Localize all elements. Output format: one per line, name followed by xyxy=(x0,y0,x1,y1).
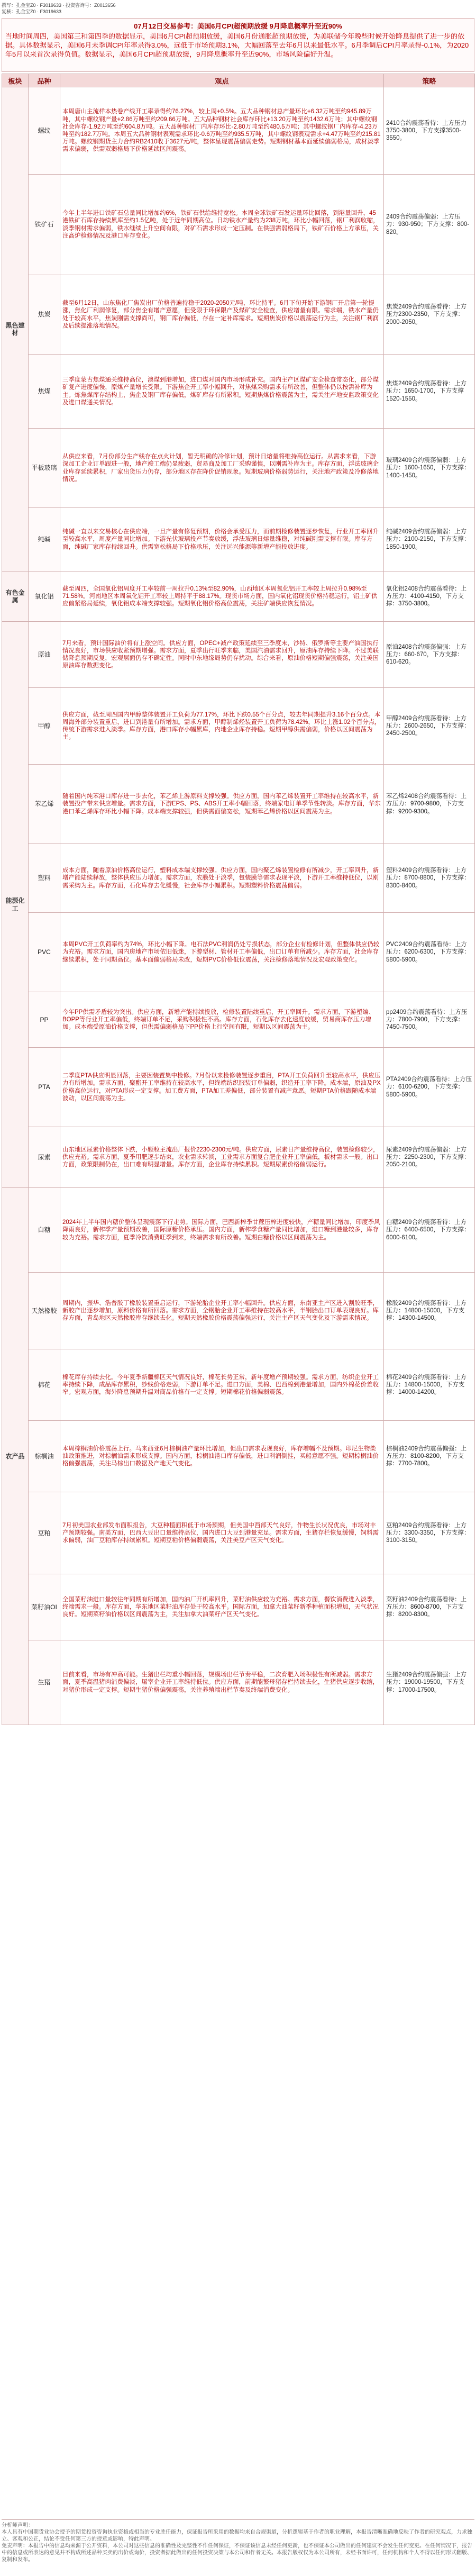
strategy-cell: 橡胶2409合约震荡看待：上方压力：14800-15000，下方支撑：14300-14500。 xyxy=(384,1273,475,1349)
table-row xyxy=(2,1188,475,1273)
view-text: 本周PVC开工负荷率约为74%，环比小幅下降。电石法PVC利润仍处亏损状态，部分企业有检修计划，但整体供应仍较为充裕。需求方面，国内房地产市场依旧低迷，下游型材、管材开工率偏低，出口订单有所减少。库存方面，社会库存继续累积，处于同期高位。基本面偏弱格局未改，短期PVC价格低位震荡，关注检修落地情况及宏观政策变化。 xyxy=(62,941,380,963)
variety-cell: PVC xyxy=(29,913,60,992)
view-cell xyxy=(60,913,384,992)
sector-cell: 农产品 xyxy=(2,1188,29,1725)
table-row xyxy=(2,844,475,913)
variety-cell: PTA xyxy=(29,1048,60,1127)
view-text: 周期内，振华、浩普胶丁橡胶装置重启运行，下游轮胎企业开工率小幅回升。供应方面，东南亚主产区进入割胶旺季，新胶产出逐步增加，原料价格有所回落。需求方面，全钢胎企业开工率维持在较高水平，半钢胎出口订单表现良好。库存方面，青岛地区天然橡胶库存继续去化。短期天然橡胶价格震荡偏强运行，关注主产区天气变化及下游需求情况。 xyxy=(62,1300,379,1322)
variety-cell: 棕榈油 xyxy=(29,1421,60,1492)
reviewer-line: 复核：孔金宝Z0 · F3019633 xyxy=(2,9,62,14)
strategy-cell: 焦炭2409合约震荡看待：上方压力2300-2350，下方支撑：2000-2050。 xyxy=(384,275,475,355)
view-text: 7月来看，预计国际油价将有上涨空间。供应方面，OPEC+减产政策延续至三季度末，沙特、俄罗斯等主要产油国执行情况良好，市场供应收紧预期增强。需求方面，夏季出行旺季来临，美国汽油需求回升，原油库存持续下降。不过美联储降息预期反复，宏观层面仍存不确定性。同时中东地缘局势仍存扰动。综合来看，原油价格短期偏强震荡，关注美国原油库存数据变化。 xyxy=(62,640,379,669)
view-text: 本周唐山主流样本热卷产线开工率录得约76.27%，较上周+0.5%。五大品种钢材总产量环比+6.32万吨至约945.89万吨，其中螺纹钢产量+2.86万吨至约209.66万吨。五大品种钢材社会库存环比+13.20万吨至约1432.6万吨；其中螺纹钢社会库存-1.92万吨至约604.8万吨。五大品种钢材厂内库存环比-2.80万吨至约480.5万吨；其中螺纹钢厂内库存-4.23万吨至约182.7万吨。本周五大品种钢材表观需求环比-0.6万吨至约935.5万吨，其中螺纹钢表观需求+4.47万吨至约215.81万吨。螺纹钢期货主力合约RB2410收于3627元/吨，整体呈现震荡偏弱走势。短期钢材基本面延续偏弱格局，成材淡季需求偏弱，供需双弱格局下价格延续区间震荡。 xyxy=(62,108,381,153)
view-cell xyxy=(60,175,384,275)
strategy-cell: PVC2409合约震荡看待：上方压力：6200-6300，下方支撑：5800-5900。 xyxy=(384,913,475,992)
col-header-view: 观点 xyxy=(60,74,384,87)
table-row xyxy=(2,1574,475,1640)
view-text: 全国菜籽油进口量较往年同期有所增加，国内油厂开机率回升，菜籽油供应较为充裕。需求方面，餐饮消费进入淡季，终端需求一般。库存方面，华东地区菜籽油库存处于较高水平。国际方面，加拿大油菜籽新季种植面积增加，天气状况良好。短期菜籽油价格以区间震荡为主，关注加拿大油菜籽产区天气变化。 xyxy=(62,1596,379,1618)
table-row xyxy=(2,87,475,175)
table-row xyxy=(2,913,475,992)
variety-cell: 尿素 xyxy=(29,1127,60,1188)
disclaimer-text: 免责声明：本报告中的信息均来源于公开资料，本公司对这些信息的准确性及完整性不作任何保证，不保证该信息未经任何更新，也不保证本公司做出的任何建议不会发生任何变更。在任何情况下，报告中的信息或所表达的意见并不构成所述品种买卖的出价或询价，投资者据此做出的任何投资决策与本公司和作者无关。本报告版权仅为本公司所有，未经书面许可，任何机构和个人不得以任何形式翻版、复制和发布。 xyxy=(2,2543,472,2563)
variety-cell: 铁矿石 xyxy=(29,175,60,275)
strategy-cell: 2410合约震荡看待：上方压力3750-3800，下方支撑3500-3550。 xyxy=(384,87,475,175)
view-cell xyxy=(60,688,384,765)
view-text: 7月初美国农业部发布面积报告，大豆种植面积低于市场预期，但美国中西部天气良好，作物生长状况优良，市场对丰产预期较强。南美方面，巴西大豆出口量维持高位，国内进口大豆到港量充足。需求方面，生猪存栏恢复缓慢，饲料需求偏弱，油厂豆粕库存持续累积。短期豆粕价格偏弱震荡，关注美豆产区天气变化。 xyxy=(62,1522,379,1544)
strategy-table xyxy=(2,74,475,1725)
view-cell xyxy=(60,992,384,1048)
table-row xyxy=(2,1492,475,1574)
variety-cell: 原油 xyxy=(29,622,60,688)
table-row xyxy=(2,1421,475,1492)
view-text: 供应方面，截至周四国内甲醇整体装置开工负荷为77.17%，环比下跌0.55个百分点，较去年同期提升3.16个百分点。本周海外部分装置重启，进口到港量有所增加。需求方面，甲醇制烯烃装置开工负荷为78.42%，环比上涨1.02个百分点，传统下游需求进入淡季。库存方面，港口库存小幅累库，内地企业库存持稳。短期甲醇供需偏弱，价格以区间震荡为主。 xyxy=(62,711,381,741)
strategy-cell: 菜籽油2409合约震荡看待：上方压力：8600-8700，下方支撑：8200-8300。 xyxy=(384,1574,475,1640)
view-text: 截至6月12日，山东焦化厂焦炭出厂价格普遍持稳于2020-2050元/吨，环比持平。6月下旬开始下游钢厂开启第一轮提涨，焦化厂利润修复，部分焦企有增产意愿，但受限于环保限产及煤矿安全检查，供应增量有限。需求端，铁水产量仍处于较高水平，焦炭刚需支撑尚可，钢厂库存偏低，存在一定补库需求。短期焦炭价格以震荡运行为主，关注钢厂利润及后续提涨落地情况。 xyxy=(62,300,379,329)
table-body xyxy=(2,87,475,1725)
view-cell xyxy=(60,1048,384,1127)
view-cell xyxy=(60,1574,384,1640)
variety-cell: PP xyxy=(29,992,60,1048)
view-text: 从供应来看，7月份部分生产线存在点火计划，暂无明确的冷修计划，预计日熔量将维持高位运行。从需求来看，下游深加工企业订单跟进一般，地产竣工端仍显疲弱，贸易商及加工厂采购谨慎，以刚需补库为主。库存方面，浮法玻璃企业库存延续累积，厂家出货压力仍存，部分地区存在降价促销现象。短期玻璃价格弱势运行，关注地产政策及冷修落地情况。 xyxy=(62,453,379,483)
variety-cell: 塑料 xyxy=(29,844,60,913)
author-line: 撰写：孔金宝Z0 · F3019633 · 投资咨询号：Z0013656 xyxy=(2,3,116,8)
strategy-cell: 生猪2409合约震荡偏强：上方压力：19000-19500，下方支撑：17000-17500。 xyxy=(384,1640,475,1725)
strategy-cell: 塑料2409合约震荡看待：上方压力：8700-8800，下方支撑：8300-8400。 xyxy=(384,844,475,913)
strategy-cell: 氧化铝2408合约震荡看待：上方压力：4100-4150，下方支撑：3750-3800。 xyxy=(384,572,475,622)
disclaimer-title: 分析师声明： xyxy=(2,2523,33,2528)
table-row xyxy=(2,1127,475,1188)
strategy-cell: 2409合约震荡偏弱：上方压力：930-950；下方支撑：800-820。 xyxy=(384,175,475,275)
table-row xyxy=(2,765,475,844)
table-row xyxy=(2,508,475,572)
intro-body: 当地时间周四，美国第三和第四季的数据显示，美国6月CPI超预期放缓，美国6月份通胀超预期放缓，为美联储今年晚些时候开始降息提供了进一步的依据。具体数据显示，美国6月未季调CPI年率录得3.0%，远低于市场预期3.1%，大幅回落至去年6月以来最低水平。6月季调后CPI月率录得-0.1%，为2020年5月以来首次录得负值。数据显示，美国6月CPI超预期放缓，9月降息概率升至近90%，市场风险偏好升温。 xyxy=(5,32,469,58)
variety-cell: 棉花 xyxy=(29,1349,60,1421)
view-text: 棉花库存持续去化。今年夏季新疆棉区天气情况良好，棉花长势正常，新年度增产预期较强。需求方面，纺织企业开工率持续下降，成品库存累积，纱线价格走弱，下游订单不足。进口方面，美棉、巴西棉到港量增加，国内外棉花价差收窄。宏观方面，海外降息预期升温对商品价格有一定支撑。短期棉花价格偏弱震荡。 xyxy=(62,1374,379,1396)
report-header xyxy=(2,2,474,16)
strategy-cell: 苯乙烯2408合约震荡看待：上方压力：9700-9800，下方支撑：9200-9300。 xyxy=(384,765,475,844)
view-text: 成本方面，随着原油价格高位运行，塑料成本端支撑较强。供应方面，国内聚乙烯装置检修有所减少，开工率回升，新增产能陆续释放，整体供应压力增加。需求方面，农膜处于淡季，包装膜等需求表现平淡，下游开工率维持低位，以刚需采购为主。库存方面，石化库存去化缓慢，社会库存小幅累积。短期塑料价格震荡偏弱。 xyxy=(62,867,379,889)
strategy-cell: 甲醇2409合约震荡看待：上方压力：2600-2650，下方支撑：2450-2500。 xyxy=(384,688,475,765)
view-cell xyxy=(60,622,384,688)
disclaimer xyxy=(2,2519,474,2573)
view-cell xyxy=(60,1421,384,1492)
variety-cell: 豆粕 xyxy=(29,1492,60,1574)
view-text: 2024年上半年国内糖价整体呈现震荡下行走势。国际方面，巴西新榨季甘蔗压榨进度较快，产糖量同比增加，印度季风降雨良好，新榨季产量预期改善，国际原糖价格承压。国内方面，新榨季食糖产量同比增加，进口糖到港量较多，库存较为充裕。需求方面，夏季冷饮消费旺季到来，终端需求有所改善。短期白糖价格以区间震荡为主。 xyxy=(62,1219,380,1241)
intro-title: 07月12日交易参考：美国6月CPI超预期放缓 9月降息概率升至近90% xyxy=(134,22,342,30)
col-header-strategy: 策略 xyxy=(384,74,475,87)
col-header-sector: 板块 xyxy=(2,74,29,87)
view-cell xyxy=(60,1273,384,1349)
table-row xyxy=(2,429,475,508)
table-row xyxy=(2,992,475,1048)
strategy-cell: 焦煤2409合约震荡看待：上方压力：1650-1700，下方支撑1520-1550。 xyxy=(384,355,475,429)
variety-cell: 甲醇 xyxy=(29,688,60,765)
variety-cell: 白糖 xyxy=(29,1188,60,1273)
view-cell xyxy=(60,275,384,355)
strategy-cell: 原油2408合约震荡偏强：上方压力：660-670，下方支撑：610-620。 xyxy=(384,622,475,688)
view-text: 目前来看，市场有冲高可能。生猪出栏均重小幅回落，规模场出栏节奏平稳，二次育肥入场积极性有所减弱。需求方面，夏季高温猪肉消费偏淡，屠宰企业开工率维持低位。供应方面，前期能繁母猪存栏持续去化，生猪供应逐步收缩，对猪价形成一定支撑。短期生猪价格偏强震荡，关注养殖端出栏节奏及终端消费变化。 xyxy=(62,1672,379,1693)
view-text: 本周棕榈油价格震荡上行。马来西亚6月棕榈油产量环比增加，但出口需求表现良好，库存增幅不及预期。印尼生物柴油政策推进，对棕榈油需求形成支撑。国内方面，棕榈油港口库存偏低，进口利润倒挂，买船意愿不强。短期棕榈油价格偏强震荡，关注马棕出口数据及产地天气变化。 xyxy=(62,1445,379,1467)
view-cell xyxy=(60,1349,384,1421)
view-text: 今年上半年进口铁矿石总量同比增加约6%，铁矿石供给维持宽松。本周全球铁矿石发运量环比回落，到港量回升，45港铁矿石库存持续累库至约1.5亿吨，处于近年同期高位。日均铁水产量约为238万吨，环比小幅回落，钢厂利润收缩，淡季钢材需求偏弱，铁水继续上升空间有限，对矿石需求形成一定压制。在供强需弱格局下，铁矿石价格上方承压，关注高炉检修情况及港口库存变化。 xyxy=(62,210,379,239)
strategy-cell: 棕榈油2409合约震荡偏强：上方压力：8100-8200，下方支撑：7700-7800。 xyxy=(384,1421,475,1492)
view-text: 纯碱一直以来交易核心在供应端，一旦产量有修复预期，价格会承受压力，而前期检修装置逐步恢复，行业开工率回升至较高水平，周度产量同比增加。下游光伏玻璃投产节奏放缓，浮法玻璃日熔量维稳，对纯碱刚需支撑有限。库存方面，纯碱厂家库存持续回升。供需宽松格局下价格承压，关注远兴能源等新增产能投放进度。 xyxy=(62,529,379,550)
view-cell xyxy=(60,1640,384,1725)
intro-box xyxy=(2,18,474,72)
variety-cell: 纯碱 xyxy=(29,508,60,572)
table-row xyxy=(2,175,475,275)
view-text: 二季度PTA供应明显回落，主要因装置集中检修。7月份以来检修装置逐步重启，PTA开工负荷回升至较高水平，供应压力有所增加。需求方面，聚酯开工率维持在较高水平，但终端纺织服装订单偏弱，织造开工率下降。成本端，原油及PX价格高位运行，对PTA形成一定支撑。加工费方面，PTA加工差偏低，部分装置有减产意愿。短期PTA价格跟随成本端波动，以区间震荡为主。 xyxy=(62,1073,381,1102)
variety-cell: 焦煤 xyxy=(29,355,60,429)
view-cell xyxy=(60,355,384,429)
view-cell xyxy=(60,1492,384,1574)
col-header-variety: 品种 xyxy=(29,74,60,87)
view-cell xyxy=(60,1188,384,1273)
strategy-cell: 玻璃2409合约震荡偏弱：上方压力：1600-1650，下方支撑：1400-1450。 xyxy=(384,429,475,508)
strategy-cell: 尿素2409合约震荡偏弱：上方压力：2250-2300，下方支撑：2050-2100。 xyxy=(384,1127,475,1188)
view-cell xyxy=(60,572,384,622)
strategy-cell: 豆粕2409合约震荡看待：上方压力：3300-3350，下方支撑：3100-3150。 xyxy=(384,1492,475,1574)
strategy-cell: 棉花2409合约震荡看待：上方压力：14800-15000，下方支撑：14000-14200。 xyxy=(384,1349,475,1421)
variety-cell: 螺纹 xyxy=(29,87,60,175)
strategy-cell: 纯碱2409合约震荡偏弱：上方压力：2100-2150，下方支撑：1850-1900。 xyxy=(384,508,475,572)
table-row xyxy=(2,622,475,688)
variety-cell: 氧化铝 xyxy=(29,572,60,622)
view-cell xyxy=(60,1127,384,1188)
variety-cell: 平板玻璃 xyxy=(29,429,60,508)
view-cell xyxy=(60,429,384,508)
variety-cell: 天然橡胶 xyxy=(29,1273,60,1349)
view-text: 山东地区尿素价格整体下跌，小颗粒主流出厂报价2230-2300元/吨。供应方面，尿素日产量维持高位，装置检修较少，供应充裕。需求方面，夏季用肥逐步结束，农业需求转淡，工业需求方面复合肥企业开工率偏低，板材需求一般。出口方面，政策限制仍在，出口难有明显增量。库存方面，企业库存持续累积。短期尿素价格偏弱运行。 xyxy=(62,1146,379,1168)
analyst-statement: 本人具有中国期货业协会授予的期货投资咨询执业资格或相当的专业胜任能力，保证报告所采用的数据均来自合规渠道，分析逻辑基于作者的职业理解，本报告清晰准确地反映了作者的研究观点，力求独立、客观和公正，结论不受任何第三方的授意或影响，特此声明。 xyxy=(2,2529,472,2542)
view-text: 截至周四，全国氧化铝周度开工率较前一周拉升0.13%至82.90%，山西地区本周氧化铝开工率较上周拉升0.98%至71.58%。河南地区本周氧化铝开工率较上周持平于88.17%。现货市场方面，国内氧化铝现货价格持稳运行，铝土矿供应偏紧格局延续，氧化铝成本端支撑较强。短期氧化铝价格高位震荡，关注矿端供应恢复情况。 xyxy=(62,585,378,607)
variety-cell: 菜籽油OI xyxy=(29,1574,60,1640)
view-cell xyxy=(60,508,384,572)
table-row xyxy=(2,1048,475,1127)
strategy-cell: 白糖2409合约震荡看待：上方压力：6400-6500，下方支撑：6000-6100。 xyxy=(384,1188,475,1273)
view-text: 三季度蒙古焦煤通关维持高位，澳煤到港增加，进口煤对国内市场形成补充。国内主产区煤矿安全检查常态化，部分煤矿复产进度偏慢，原煤产量增长受限。下游焦企开工率小幅回升，对焦煤采购需求有所改善，但整体仍以按需补库为主。炼焦煤库存结构上，焦企及钢厂库存偏低，煤矿库存有所累积。短期焦煤价格震荡为主，需关注产地安监政策变化及进口煤通关情况。 xyxy=(62,377,379,406)
sector-cell: 能源化工 xyxy=(2,622,29,1188)
variety-cell: 焦炭 xyxy=(29,275,60,355)
table-row xyxy=(2,688,475,765)
variety-cell: 生猪 xyxy=(29,1640,60,1725)
table-row xyxy=(2,1273,475,1349)
table-header-row xyxy=(2,74,475,87)
view-cell xyxy=(60,765,384,844)
sector-cell: 黑色建材 xyxy=(2,87,29,572)
sector-cell: 有色金属 xyxy=(2,572,29,622)
table-row xyxy=(2,572,475,622)
table-row xyxy=(2,275,475,355)
view-cell xyxy=(60,844,384,913)
table-row xyxy=(2,1349,475,1421)
variety-cell: 苯乙烯 xyxy=(29,765,60,844)
table-row xyxy=(2,1640,475,1725)
view-text: 今年PP供需矛盾较为突出。供应方面，新增产能持续投放，检修装置陆续重启，开工率回升。需求方面，下游塑编、BOPP等行业开工率偏低，终端订单不足，采购积极性不高。库存方面，石化库存去化速度放缓，贸易商库存压力增加。成本端受原油价格支撑，但供需偏弱格局下PP价格上行空间有限，短期以区间震荡为主。 xyxy=(62,1009,375,1031)
strategy-cell: pp2409合约震荡看待：上方压力：7800-7900，下方支撑：7450-7500。 xyxy=(384,992,475,1048)
view-text: 随着国内纯苯港口库存进一步去化，苯乙烯上游原料支撑较强。供应方面，国内苯乙烯装置开工率维持在较高水平，新装置投产带来供应增量。需求方面，下游EPS、PS、ABS开工率小幅回落，终端家电订单季节性转淡。库存方面，华东港口苯乙烯库存环比小幅下降。成本端支撑较强，但供需面偏宽松，短期苯乙烯价格以区间震荡为主。 xyxy=(62,793,381,815)
table-row xyxy=(2,355,475,429)
strategy-cell: PTA2409合约震荡看待：上方压力：6100-6200，下方支撑：5800-5900。 xyxy=(384,1048,475,1127)
view-cell xyxy=(60,87,384,175)
